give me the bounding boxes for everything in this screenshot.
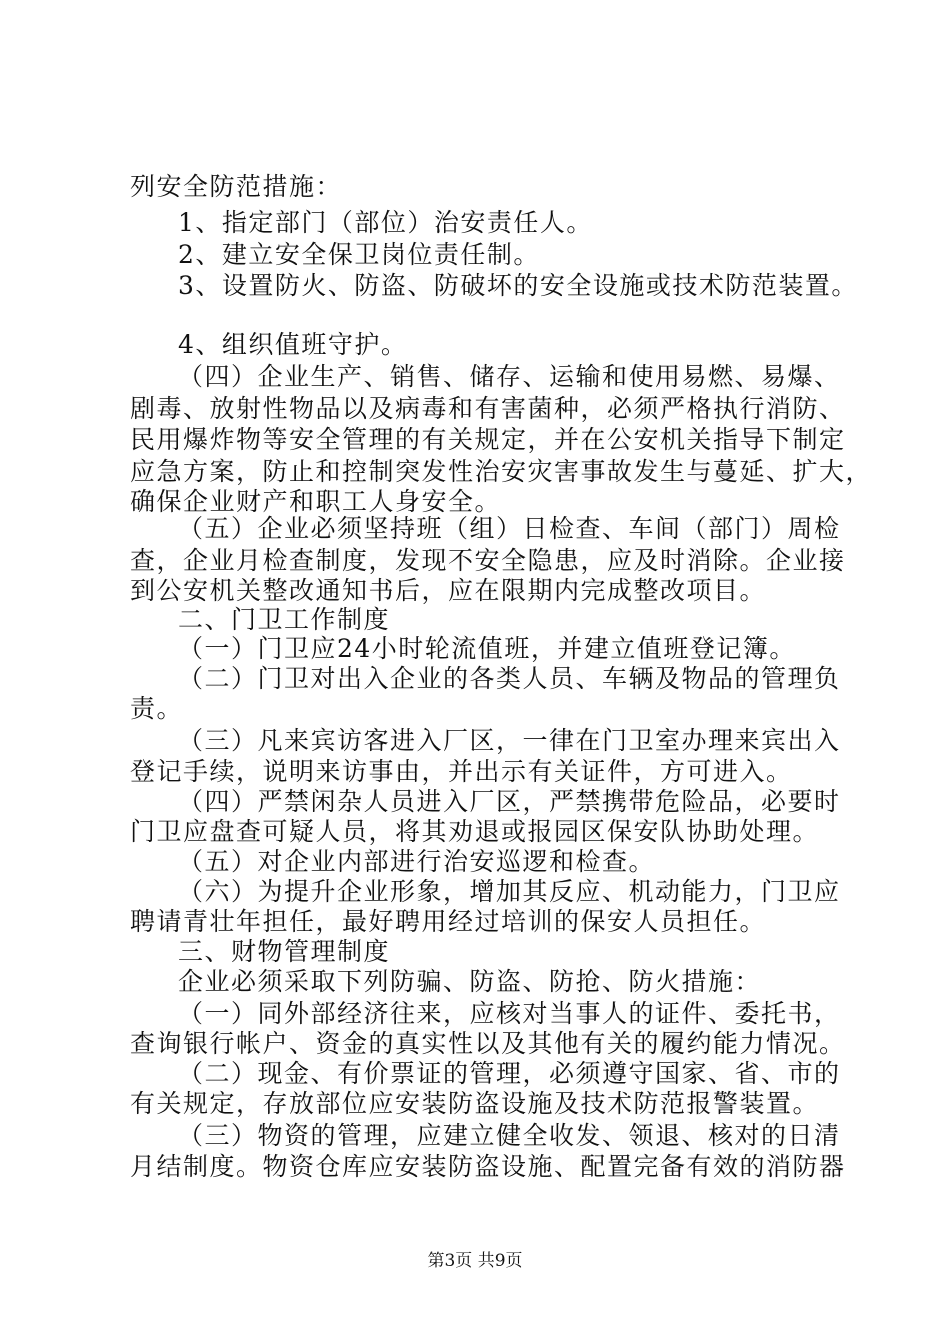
text-line: 4、组织值班守护。 — [178, 330, 408, 359]
text-line: 3、设置防火、防盗、防破坏的安全设施或技术防范装置。 — [178, 271, 858, 300]
text-line: 剧毒、放射性物品以及病毒和有害菌种，必须严格执行消防、 — [130, 394, 846, 423]
text-line: （五）对企业内部进行治安巡逻和检查。 — [178, 847, 656, 876]
text-line: （一）同外部经济往来，应核对当事人的证件、委托书， — [178, 999, 841, 1028]
text-line: 确保企业财产和职工人身安全。 — [130, 487, 502, 516]
text-line: 企业必须采取下列防骗、防盗、防抢、防火措施： — [178, 967, 762, 996]
text-line: 民用爆炸物等安全管理的有关规定，并在公安机关指导下制定 — [130, 425, 846, 454]
text-line: 登记手续，说明来访事由，并出示有关证件，方可进入。 — [130, 757, 793, 786]
text-line: （一）门卫应24小时轮流值班，并建立值班登记簿。 — [178, 634, 796, 663]
text-line: 列安全防范措施： — [130, 172, 343, 201]
text-line: 1、指定部门（部位）治安责任人。 — [178, 208, 593, 237]
text-line: 有关规定，存放部位应安装防盗设施及技术防范报警装置。 — [130, 1089, 820, 1118]
section-heading: 二、门卫工作制度 — [178, 605, 391, 634]
section-heading: 三、财物管理制度 — [178, 937, 391, 966]
text-line: 到公安机关整改通知书后，应在限期内完成整改项目。 — [130, 576, 767, 605]
text-line: （三）凡来宾访客进入厂区，一律在门卫室办理来宾出入 — [178, 726, 841, 755]
text-line: 2、建立安全保卫岗位责任制。 — [178, 240, 540, 269]
text-line: 查询银行帐户、资金的真实性以及其他有关的履约能力情况。 — [130, 1029, 846, 1058]
text-line: 门卫应盘查可疑人员，将其劝退或报园区保安队协助处理。 — [130, 817, 820, 846]
text-line: （二）门卫对出入企业的各类人员、车辆及物品的管理负 — [178, 664, 841, 693]
text-line: 查，企业月检查制度，发现不安全隐患，应及时消除。企业接 — [130, 546, 846, 575]
text-line: （五）企业必须坚持班（组）日检查、车间（部门）周检 — [178, 514, 841, 543]
text-line: 聘请青壮年担任，最好聘用经过培训的保安人员担任。 — [130, 907, 767, 936]
text-line: （四）严禁闲杂人员进入厂区，严禁携带危险品，必要时 — [178, 787, 841, 816]
text-line: （四）企业生产、销售、储存、运输和使用易燃、易爆、 — [178, 362, 841, 391]
text-line: （二）现金、有价票证的管理，必须遵守国家、省、市的 — [178, 1059, 841, 1088]
page-footer: 第3页 共9页 — [427, 1251, 523, 1271]
text-line: （三）物资的管理，应建立健全收发、领退、核对的日清 — [178, 1121, 841, 1150]
text-line: 应急方案，防止和控制突发性治安灾害事故发生与蔓延、扩大， — [130, 457, 873, 486]
text-line: 月结制度。物资仓库应安装防盗设施、配置完备有效的消防器 — [130, 1152, 846, 1181]
text-line: （六）为提升企业形象，增加其反应、机动能力，门卫应 — [178, 877, 841, 906]
text-line: 责。 — [130, 694, 184, 723]
